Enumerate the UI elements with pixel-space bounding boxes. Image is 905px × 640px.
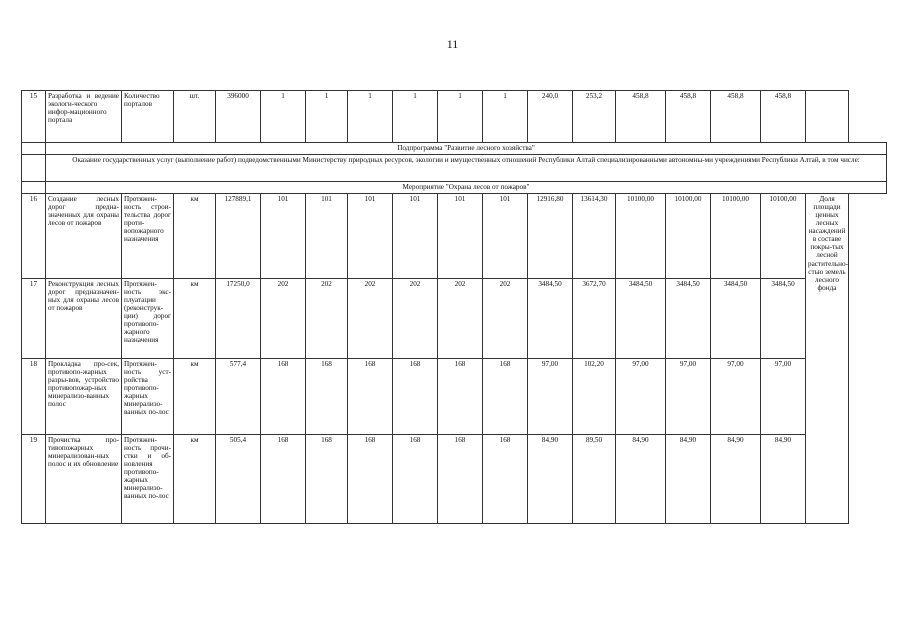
- indicator-name: Количество порталов: [122, 91, 174, 143]
- indicator-name: Протяжен-ность прочи-стки и об-новления противопо-жарных минерализо-ванных по-лос: [122, 435, 174, 524]
- funding-value-cell: 84,90: [616, 435, 666, 524]
- funding-value-cell: 3484,50: [666, 279, 711, 359]
- funding-value-cell: 13614,30: [573, 194, 616, 279]
- target-value-cell: 101: [348, 194, 393, 279]
- total-cell: 127889,1: [216, 194, 261, 279]
- spacer-cell: [22, 155, 46, 182]
- unit-cell: км: [174, 194, 216, 279]
- target-value-cell: 202: [306, 279, 348, 359]
- funding-value-cell: 97,00: [528, 359, 573, 435]
- target-value-cell: 202: [438, 279, 483, 359]
- target-value-cell: 168: [306, 359, 348, 435]
- target-value-cell: 168: [261, 359, 306, 435]
- funding-value-cell: 84,90: [528, 435, 573, 524]
- row-number: 19: [22, 435, 46, 524]
- total-cell: 396000: [216, 91, 261, 143]
- target-value-cell: 168: [483, 435, 528, 524]
- funding-value-cell: 3484,50: [711, 279, 761, 359]
- unit-cell: км: [174, 435, 216, 524]
- target-value-cell: 101: [306, 194, 348, 279]
- total-cell: 17250,0: [216, 279, 261, 359]
- activity-name: Реконструкция лесных дорог предназначен-ных для охраны лесов от пожаров: [46, 279, 122, 359]
- target-value-cell: 202: [483, 279, 528, 359]
- target-value-cell: 168: [393, 359, 438, 435]
- target-value-cell: 1: [306, 91, 348, 143]
- funding-value-cell: 97,00: [616, 359, 666, 435]
- funding-value-cell: 10100,00: [761, 194, 806, 279]
- unit-cell: км: [174, 279, 216, 359]
- table-row: [22, 279, 887, 359]
- unit-cell: шт.: [174, 91, 216, 143]
- note-cell: [806, 91, 849, 143]
- row-number: 16: [22, 194, 46, 279]
- target-value-cell: 101: [438, 194, 483, 279]
- funding-value-cell: 3484,50: [761, 279, 806, 359]
- funding-value-cell: 102,20: [573, 359, 616, 435]
- table-row: [22, 91, 887, 143]
- row-number: 17: [22, 279, 46, 359]
- target-value-cell: 168: [438, 359, 483, 435]
- target-value-cell: 168: [261, 435, 306, 524]
- target-value-cell: 1: [393, 91, 438, 143]
- funding-value-cell: 3484,50: [616, 279, 666, 359]
- spacer-cell: [22, 182, 46, 194]
- indicator-name: Протяжен-ность экс-плуатации (реконструк-ции) дорог противопо-жарного назначения: [122, 279, 174, 359]
- funding-value-cell: 89,50: [573, 435, 616, 524]
- activity-name: Прокладка про-сек, противопо-жарных разры-вов, устройство противопожар-ных минерализо-ванных полос: [46, 359, 122, 435]
- target-value-cell: 1: [438, 91, 483, 143]
- measure-title: Мероприятие "Охрана лесов от пожаров": [46, 182, 887, 194]
- total-cell: 505,4: [216, 435, 261, 524]
- table-row: [22, 194, 887, 279]
- funding-value-cell: 458,8: [616, 91, 666, 143]
- total-cell: 577,4: [216, 359, 261, 435]
- note-cell: Доля площади ценных лесных насаждений в составе покры-тых лесной растительно-стью земель лесного фонда: [806, 194, 849, 524]
- funding-value-cell: 240,0: [528, 91, 573, 143]
- row-number: 18: [22, 359, 46, 435]
- target-value-cell: 168: [348, 359, 393, 435]
- funding-value-cell: 458,8: [711, 91, 761, 143]
- target-value-cell: 168: [483, 359, 528, 435]
- target-value-cell: 1: [348, 91, 393, 143]
- table-row: [22, 359, 887, 435]
- funding-value-cell: 3484,50: [528, 279, 573, 359]
- target-value-cell: 101: [393, 194, 438, 279]
- funding-value-cell: 3672,70: [573, 279, 616, 359]
- funding-value-cell: 97,00: [761, 359, 806, 435]
- target-value-cell: 1: [483, 91, 528, 143]
- spacer-cell: [22, 143, 46, 155]
- funding-value-cell: 10100,00: [616, 194, 666, 279]
- funding-value-cell: 84,90: [711, 435, 761, 524]
- row-number: 15: [22, 91, 46, 143]
- unit-cell: км: [174, 359, 216, 435]
- indicator-name: Протяжен-ность строи-тельства дорог проти-вопожарного назначения: [122, 194, 174, 279]
- funding-value-cell: 10100,00: [711, 194, 761, 279]
- table-row: [22, 435, 887, 524]
- funding-value-cell: 84,90: [666, 435, 711, 524]
- funding-value-cell: 84,90: [761, 435, 806, 524]
- target-value-cell: 168: [348, 435, 393, 524]
- activity-name: Создание лесных дорог предна-значенных для охраны лесов от пожаров: [46, 194, 122, 279]
- funding-value-cell: 97,00: [666, 359, 711, 435]
- target-value-cell: 202: [261, 279, 306, 359]
- target-value-cell: 168: [306, 435, 348, 524]
- funding-value-cell: 253,2: [573, 91, 616, 143]
- target-value-cell: 101: [483, 194, 528, 279]
- funding-value-cell: 458,8: [666, 91, 711, 143]
- data-table: [21, 90, 887, 524]
- activity-name: Прочистка про-тивопожарных минерализован-ных полос и их обновление: [46, 435, 122, 524]
- subprogram-title: Подпрограмма "Развитие лесного хозяйства": [46, 143, 887, 155]
- activity-name: Разработка и ведение экологи-ческого инфор-мационного портала: [46, 91, 122, 143]
- target-value-cell: 1: [261, 91, 306, 143]
- indicator-name: Протяжен-ность уст-ройства противопо-жарных минерализо-ванных по-лос: [122, 359, 174, 435]
- funding-value-cell: 458,8: [761, 91, 806, 143]
- target-value-cell: 168: [438, 435, 483, 524]
- page-number: 11: [446, 37, 459, 51]
- funding-value-cell: 97,00: [711, 359, 761, 435]
- target-value-cell: 202: [393, 279, 438, 359]
- services-text: Оказание государственных услуг (выполнение работ) подведомственными Министерству природных ресурсов, экологии и имущественных отношений Республики Алтай специализированными автономны-ми учреждениями Республики Алтай, в том числе:: [46, 155, 887, 182]
- funding-value-cell: 10100,00: [666, 194, 711, 279]
- funding-value-cell: 12916,80: [528, 194, 573, 279]
- target-value-cell: 101: [261, 194, 306, 279]
- target-value-cell: 202: [348, 279, 393, 359]
- target-value-cell: 168: [393, 435, 438, 524]
